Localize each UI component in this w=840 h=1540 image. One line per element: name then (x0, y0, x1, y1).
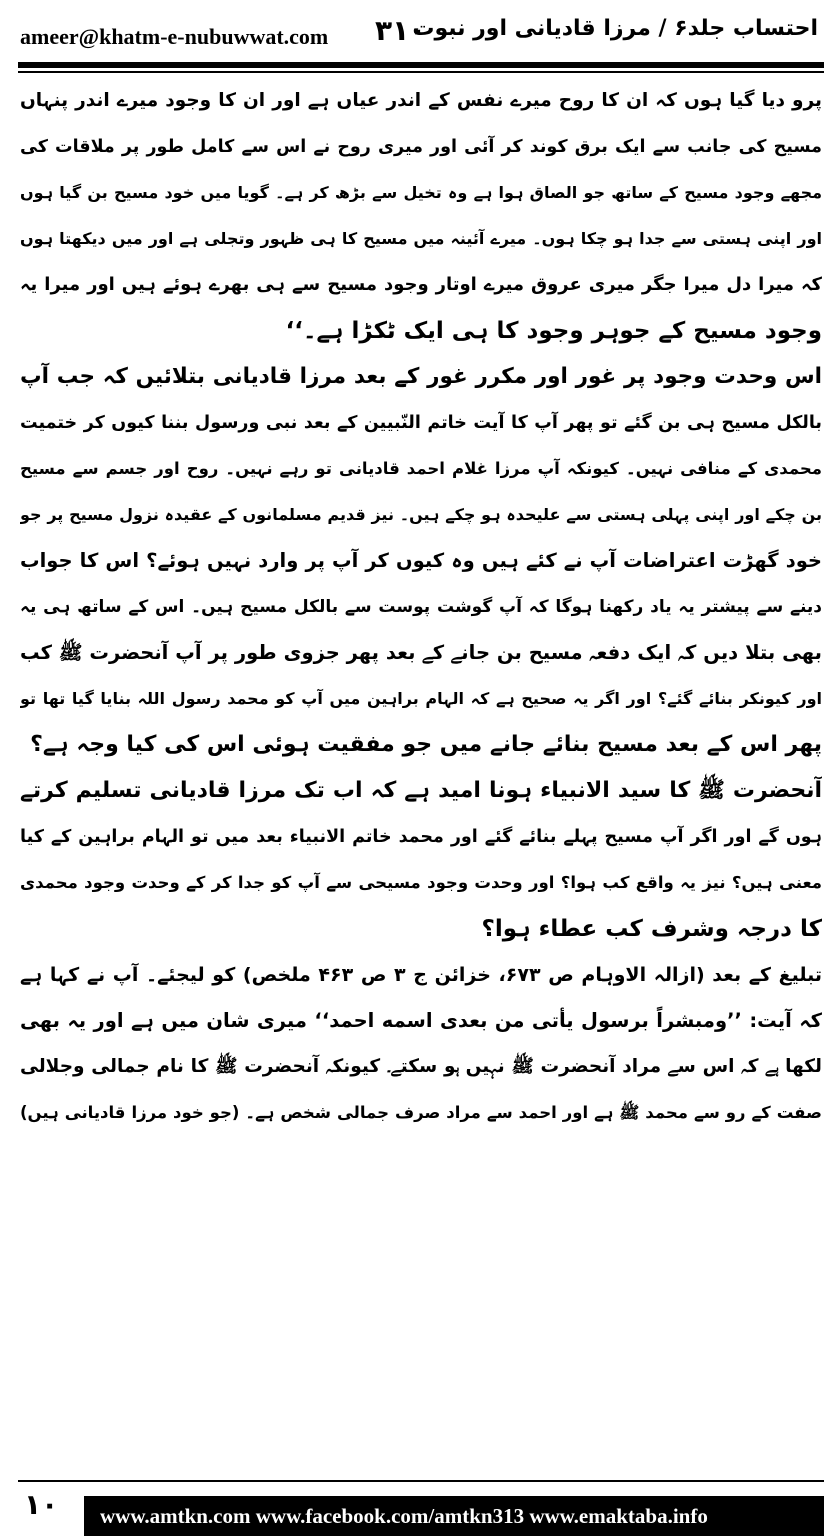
text-line: بھی بتلا دیں کہ ایک دفعہ مسیح بن جانے کے بعد پھر جزوی طور پر آپ آنحضرت ﷺ کب (20, 641, 822, 664)
text-line: مسیح کی جانب سے ایک برق کوند کر آئی اور میری روح نے اس سے کامل طور پر ملاقات کی (20, 137, 822, 157)
footer-rule (18, 1480, 824, 1482)
page-body (20, 78, 822, 1448)
header-rule-thin (18, 71, 824, 73)
footer-number: ۱۰ (24, 1488, 59, 1521)
text-line: آنحضرت ﷺ کا سید الانبیاء ہونا امید ہے کہ اب تک مرزا قادیانی تسلیم کرتے (20, 778, 822, 803)
text-line: بن چکے اور اپنی پہلی ہستی سے علیحدہ ہو چکے ہیں۔ نیز قدیم مسلمانوں کے عقیدہ نزول مسیح پر جو (20, 505, 822, 524)
text-line: کہ میرا دل میرا جگر میری عروق میرے اوتار وجود مسیح سے ہی بھرے ہوئے ہیں اور میرا یہ (20, 274, 822, 295)
text-line: بالکل مسیح ہی بن گئے تو پھر آپ کا آیت خاتم النّبیین کے بعد نبی ورسول بننا کیوں کر ختمیت (20, 413, 822, 433)
text-line: صفت کے رو سے محمد ﷺ ہے اور احمد سے مراد صرف جمالی شخص ہے۔ (جو خود مرزا قادیانی ہیں) (20, 1103, 822, 1122)
page-footer (0, 1486, 840, 1540)
text-line: پرو دیا گیا ہوں کہ ان کا روح میرے نفس کے اندر عیاں ہے اور ان کا وجود میرے اندر پنہاں (20, 90, 822, 111)
text-line: پھر اس کے بعد مسیح بنائے جانے میں جو مفقیت ہوئی اس کی کیا وجہ ہے؟ (30, 732, 822, 757)
text-line: اور کیونکر بنائے گئے؟ اور اگر یہ صحیح ہے کہ الہام براہین میں آپ کو محمد رسول اللہ بنایا گیا تھا تو (20, 689, 822, 708)
header-email: ameer@khatm-e-nubuwwat.com (20, 24, 329, 49)
text-line: اور اپنی ہستی سے جدا ہو چکا ہوں۔ میرے آئینہ میں مسیح کا ہی ظہور وتجلی ہے اور میں دیکھتا ہوں (20, 229, 822, 248)
text-line: خود گھڑت اعتراضات آپ نے کئے ہیں وہ کیوں کر آپ پر وارد نہیں ہوئے؟ اس کا جواب (20, 549, 822, 572)
footer-links[interactable]: www.amtkn.com www.facebook.com/amtkn313 www.emaktaba.info (100, 1504, 708, 1528)
text-line: معنی ہیں؟ نیز یہ واقع کب ہوا؟ اور وحدت وجود مسیحی سے آپ کو جدا کر کے وحدت وجود محمدی (20, 873, 822, 892)
text-line: دینے سے پیشتر یہ یاد رکھنا ہوگا کہ آپ گوشت پوست سے بالکل مسیح ہیں۔ اس کے ساتھ ہی یہ (20, 597, 822, 617)
text-line: محمدی کے منافی نہیں۔ کیونکہ آپ مرزا غلام احمد قادیانی تو رہے نہیں۔ روح اور جسم سے مسیح (20, 459, 822, 478)
text-line: کہ آیت: ’’ومبشراً برسول یأتی من بعدی اسمه احمد‘‘ میری شان میں ہے اور یہ بھی (20, 1009, 822, 1032)
page-header (0, 0, 840, 72)
text-line: کا درجہ وشرف کب عطاء ہوا؟ (481, 916, 822, 942)
header-title: احتساب جلد۶ / مرزا قادیانی اور نبوت (412, 16, 818, 41)
text-line: لکھا ہے کہ اس سے مراد آنحضرت ﷺ نہیں ہو سکتے۔ کیونکہ آنحضرت ﷺ کا نام جمالی وجلالی (20, 1056, 822, 1077)
text-line: تبلیغ کے بعد (ازالہ الاوہام ص ۶۷۳، خزائن ج ۳ ص ۴۶۳ ملخص) کو لیجئے۔ آپ نے کہا ہے (20, 964, 822, 986)
header-page-number: ۳۱۰ (375, 14, 427, 47)
text-line: مجھے وجود مسیح کے ساتھ جو الصاق ہوا ہے وہ تخیل سے بڑھ کر ہے۔ گویا میں خود مسیح بن گیا ہوں (20, 183, 822, 202)
header-rule-thick (18, 62, 824, 68)
text-line: ہوں گے اور اگر آپ مسیح پہلے بنائے گئے اور محمد خاتم الانبیاء بعد میں تو الہام براہین کے کیا (20, 827, 822, 847)
text-line: اس وحدت وجود پر غور اور مکرر غور کے بعد مرزا قادیانی بتلائیں کہ جب آپ (20, 364, 822, 389)
text-line: وجود مسیح کے جوہر وجود کا ہی ایک ٹکڑا ہے۔‘‘ (285, 318, 822, 344)
